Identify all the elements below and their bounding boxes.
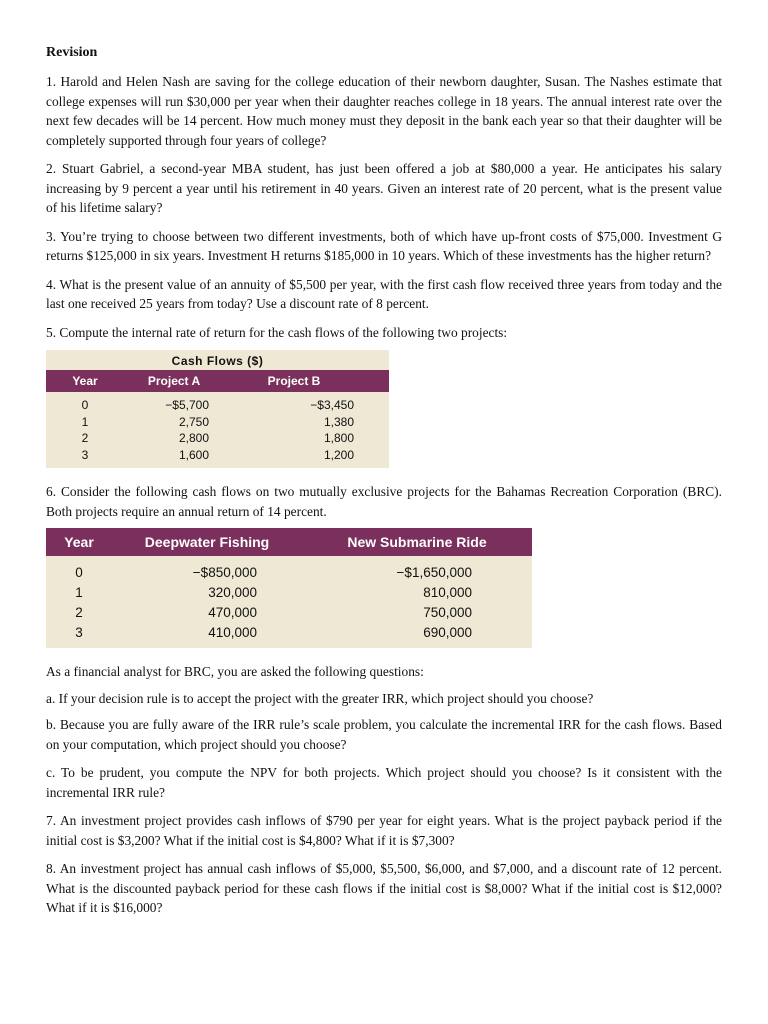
question-3: 3. You’re trying to choose between two different investments, both of which have up-front costs of $75,000. Investment G returns $125,000 in six years. Investment H returns $185,000 in 10 years. Which of these investments has the higher return? — [46, 228, 722, 263]
cell-project-b: 1,800 — [323, 431, 354, 446]
cell-deepwater-fishing: 470,000 — [208, 604, 257, 620]
cell-new-submarine-ride: 690,000 — [423, 624, 472, 640]
table-header-row — [46, 370, 389, 392]
header-project-b: Project B — [267, 374, 321, 388]
question-4: 4. What is the present value of an annuity of $5,500 per year, with the first cash flow received three years from today and the last one received 25 years from today? Use a discount rate of 8 percent. — [46, 276, 722, 311]
question-6a: a. If your decision rule is to accept the project with the greater IRR, which project should you choose? — [46, 690, 594, 706]
cell-project-b: 1,200 — [323, 447, 354, 462]
table-caption: Cash Flows ($) — [171, 354, 264, 368]
cell-year: 0 — [75, 564, 83, 580]
question-2: 2. Stuart Gabriel, a second-year MBA student, has just been offered a job at $80,000 a year. He anticipates his salary increasing by 9 percent a year until his retirement in 40 years. Given an interest rate of 20 percent, what is the present value of his lifetime salary? — [46, 161, 722, 215]
question-6c: c. To be prudent, you compute the NPV for both projects. Which project should you choose? Is it consistent with the incremental IRR rule? — [46, 765, 722, 800]
cell-year: 1 — [81, 414, 89, 429]
question-5: 5. Compute the internal rate of return for the cash flows of the following two projects: — [46, 324, 508, 340]
table-row — [46, 447, 389, 464]
analyst-intro: As a financial analyst for BRC, you are asked the following questions: — [46, 664, 424, 679]
cell-year: 1 — [75, 584, 83, 600]
cell-project-a: 2,800 — [178, 431, 209, 446]
header-deepwater-fishing: Deepwater Fishing — [144, 534, 270, 550]
header-year: Year — [64, 534, 94, 550]
header-project-a: Project A — [147, 374, 201, 388]
table-body — [46, 392, 389, 468]
cell-year: 0 — [81, 398, 89, 413]
table-row — [46, 582, 532, 602]
document-heading: Revision — [46, 45, 98, 60]
table-row — [46, 414, 389, 431]
header-new-submarine-ride: New Submarine Ride — [347, 534, 487, 550]
cell-deepwater-fishing: 410,000 — [208, 624, 257, 640]
table-header-row — [46, 528, 532, 556]
cell-project-b: −$3,450 — [310, 398, 354, 413]
cell-project-a: −$5,700 — [165, 398, 209, 413]
cell-new-submarine-ride: 750,000 — [423, 604, 472, 620]
cell-new-submarine-ride: −$1,650,000 — [396, 564, 472, 580]
cell-year: 2 — [81, 431, 89, 446]
table-row — [46, 397, 389, 414]
cash-flows-table-projects-ab — [46, 350, 389, 468]
cell-deepwater-fishing: −$850,000 — [192, 564, 257, 580]
cell-year: 3 — [81, 447, 89, 462]
table-body — [46, 556, 532, 648]
cell-new-submarine-ride: 810,000 — [423, 584, 472, 600]
table-row — [46, 622, 532, 642]
cell-year: 3 — [75, 624, 83, 640]
cell-project-a: 1,600 — [178, 447, 209, 462]
table-row — [46, 430, 389, 447]
cell-year: 2 — [75, 604, 83, 620]
question-6: 6. Consider the following cash flows on two mutually exclusive projects for the Bahamas Recreation Corporation (BRC). Both projects require an annual return of 14 percent. — [46, 484, 722, 519]
cash-flows-table-brc — [46, 528, 532, 648]
question-8: 8. An investment project has annual cash inflows of $5,000, $5,500, $6,000, and $7,000, and a discount rate of 12 percent. What is the discounted payback period for these cash flows if the initial cost is $8,000? What if the initial cost is $12,000? What if it is $16,000? — [46, 861, 722, 915]
document-page — [46, 44, 722, 927]
cell-project-b: 1,380 — [323, 414, 354, 429]
question-1: 1. Harold and Helen Nash are saving for the college education of their newborn daughter, Susan. The Nashes estimate that college expenses will run $30,000 per year when their daughter reaches college in 18 years. The annual interest rate over the next few decades will be 14 percent. How much money must they deposit in the bank each year so that their daughter will be completely supported through four years of college? — [46, 74, 722, 148]
question-7: 7. An investment project provides cash inflows of $790 per year for eight years. What is the project payback period if the initial cost is $3,200? What if the initial cost is $4,800? What if it is $7,300? — [46, 813, 722, 848]
table-row — [46, 562, 532, 582]
cell-project-a: 2,750 — [178, 414, 209, 429]
question-6b: b. Because you are fully aware of the IRR rule’s scale problem, you calculate the incremental IRR for the cash flows. Based on your computation, which project should you choose? — [46, 717, 722, 752]
table-row — [46, 602, 532, 622]
header-year: Year — [72, 374, 98, 388]
cell-deepwater-fishing: 320,000 — [208, 584, 257, 600]
